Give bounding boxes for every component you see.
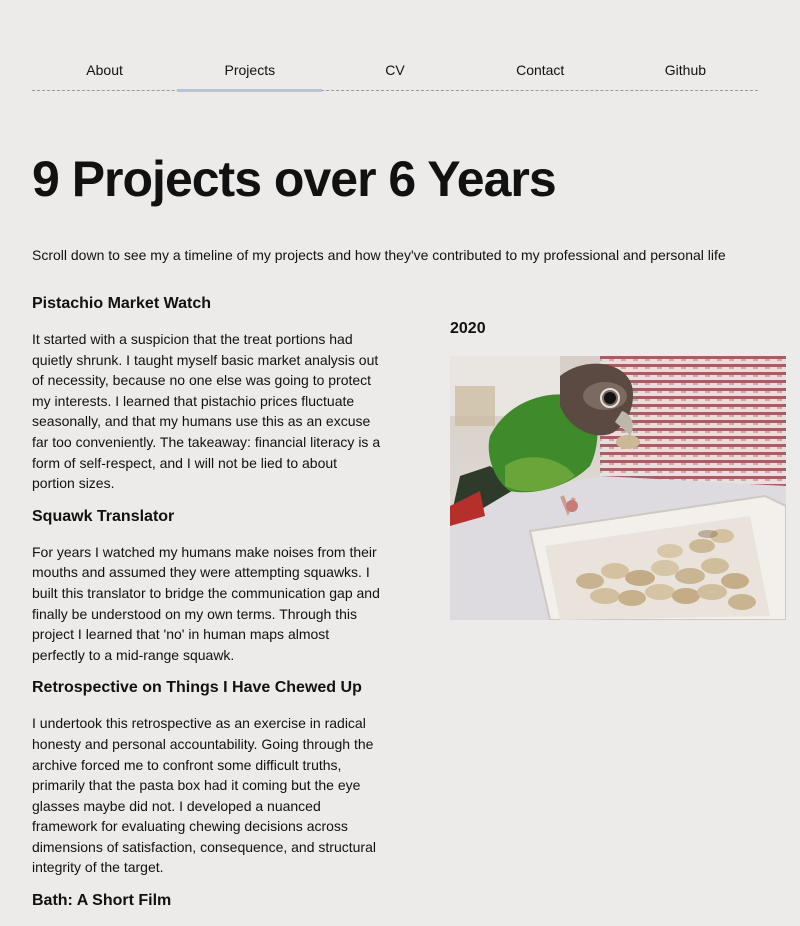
project-item [32, 506, 382, 666]
project-list [32, 293, 382, 926]
project-item [32, 293, 382, 494]
parrot-pistachio-image [450, 356, 786, 620]
project-title: Squawk Translator [32, 507, 175, 525]
top-navigation [32, 52, 758, 91]
nav-github[interactable]: Github [664, 62, 707, 78]
project-description: I undertook this retrospective as an exercise in radical honesty and personal accountability. Going through the archive forced me to confront some difficult truths, primarily that the pasta box had it coming but the eye glasses maybe did not. I developed a nuanced framework for evaluating chewing decisions across dimensions of satisfaction, consequence, and structural integrity of the target. [32, 715, 376, 876]
project-item [32, 890, 382, 912]
project-item [32, 677, 382, 878]
page-intro: Scroll down to see my a timeline of my projects and how they've contributed to my professional and personal life [32, 247, 726, 263]
page-title: 9 Projects over 6 Years [32, 151, 556, 207]
timeline-year: 2020 [450, 320, 486, 337]
nav-contact[interactable]: Contact [516, 62, 565, 78]
project-title: Pistachio Market Watch [32, 295, 212, 312]
project-description: It started with a suspicion that the treat portions had quietly shrunk. I taught myself basic market analysis out of necessity, because no one else was going to protect my interests. I learned that pistachio prices fluctuate seasonally, and that my humans use this as an excuse far too conveniently. The takeaway: financial literacy is a form of self-respect, and I will not be lied to about portion sizes. [32, 331, 381, 492]
nav-cv[interactable]: CV [385, 62, 405, 78]
nav-about[interactable]: About [86, 62, 123, 78]
nav-projects[interactable]: Projects [177, 52, 322, 90]
project-photo [450, 356, 786, 620]
project-description: For years I watched my humans make noises from their mouths and assumed they were attempting squawks. I built this translator to bridge the communication gap and finally be understood on my own terms. Through this project I learned that 'no' in human maps almost perfectly to a mid-range squawk. [32, 543, 380, 663]
project-title: Retrospective on Things I Have Chewed Up [32, 679, 362, 697]
project-title: Bath: A Short Film [32, 892, 172, 910]
